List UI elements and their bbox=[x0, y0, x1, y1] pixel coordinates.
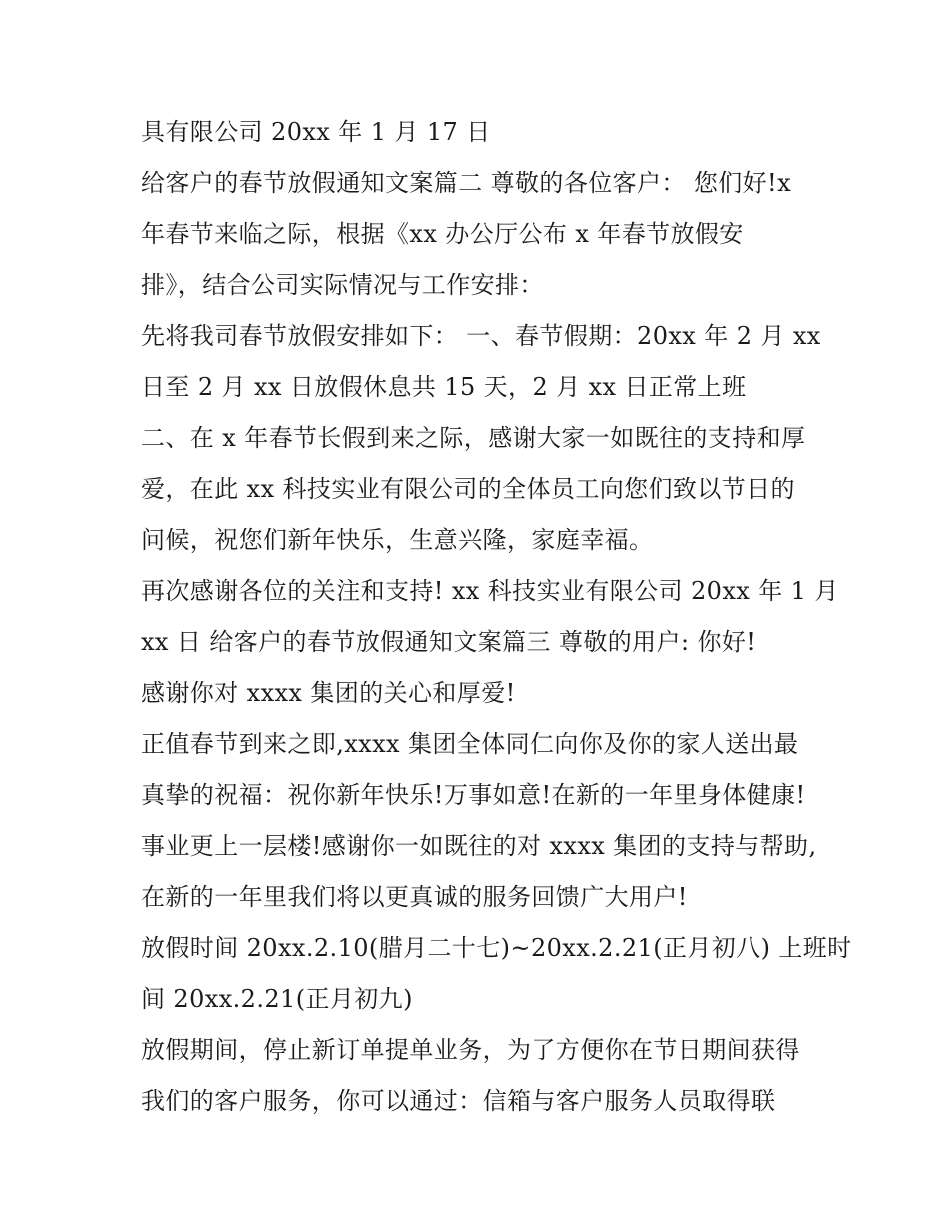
text-line: 二、在 x 年春节长假到来之际，感谢大家一如既往的支持和厚 bbox=[141, 424, 806, 452]
text-line: 爱，在此 xx 科技实业有限公司的全体员工向您们致以节日的 bbox=[141, 475, 795, 503]
text-line: 在新的一年里我们将以更真诚的服务回馈广大用户! bbox=[141, 883, 688, 911]
text-line: 排》，结合公司实际情况与工作安排： bbox=[141, 271, 544, 299]
text-line: 放假期间，停止新订单提单业务，为了方便你在节日期间获得 bbox=[141, 1036, 800, 1064]
text-line: 间 20xx.2.21(正月初九) bbox=[141, 985, 413, 1013]
text-line: 日至 2 月 xx 日放假休息共 15 天，2 月 xx 日正常上班 bbox=[141, 373, 747, 401]
text-line: 我们的客户服务，你可以通过：信箱与客户服务人员取得联 bbox=[141, 1087, 776, 1115]
text-line: 正值春节到来之即,xxxx 集团全体同仁向你及你的家人送出最 bbox=[141, 730, 799, 758]
text-line: xx 日 给客户的春节放假通知文案篇三 尊敬的用户: 你好! bbox=[141, 628, 757, 656]
text-line: 年春节来临之际，根据《xx 办公厅公布 x 年春节放假安 bbox=[141, 220, 744, 248]
text-line: 给客户的春节放假通知文案篇二 尊敬的各位客户： 您们好!x bbox=[141, 169, 792, 197]
text-line: 事业更上一层楼!感谢你一如既往的对 xxxx 集团的支持与帮助, bbox=[141, 832, 817, 860]
text-line: 再次感谢各位的关注和支持! xx 科技实业有限公司 20xx 年 1 月 bbox=[141, 577, 839, 605]
document-body bbox=[141, 107, 852, 1127]
text-line: 先将我司春节放假安排如下： 一、春节假期：20xx 年 2 月 xx bbox=[141, 322, 821, 350]
text-line: 放假时间 20xx.2.10(腊月二十七)~20xx.2.21(正月初八) 上班时 bbox=[141, 934, 852, 962]
text-line: 真挚的祝福：祝你新年快乐!万事如意!在新的一年里身体健康! bbox=[141, 781, 806, 809]
text-line: 感谢你对 xxxx 集团的关心和厚爱! bbox=[141, 679, 516, 707]
text-line: 问候，祝您们新年快乐，生意兴隆，家庭幸福。 bbox=[141, 526, 654, 554]
text-line: 具有限公司 20xx 年 1 月 17 日 bbox=[141, 118, 491, 146]
